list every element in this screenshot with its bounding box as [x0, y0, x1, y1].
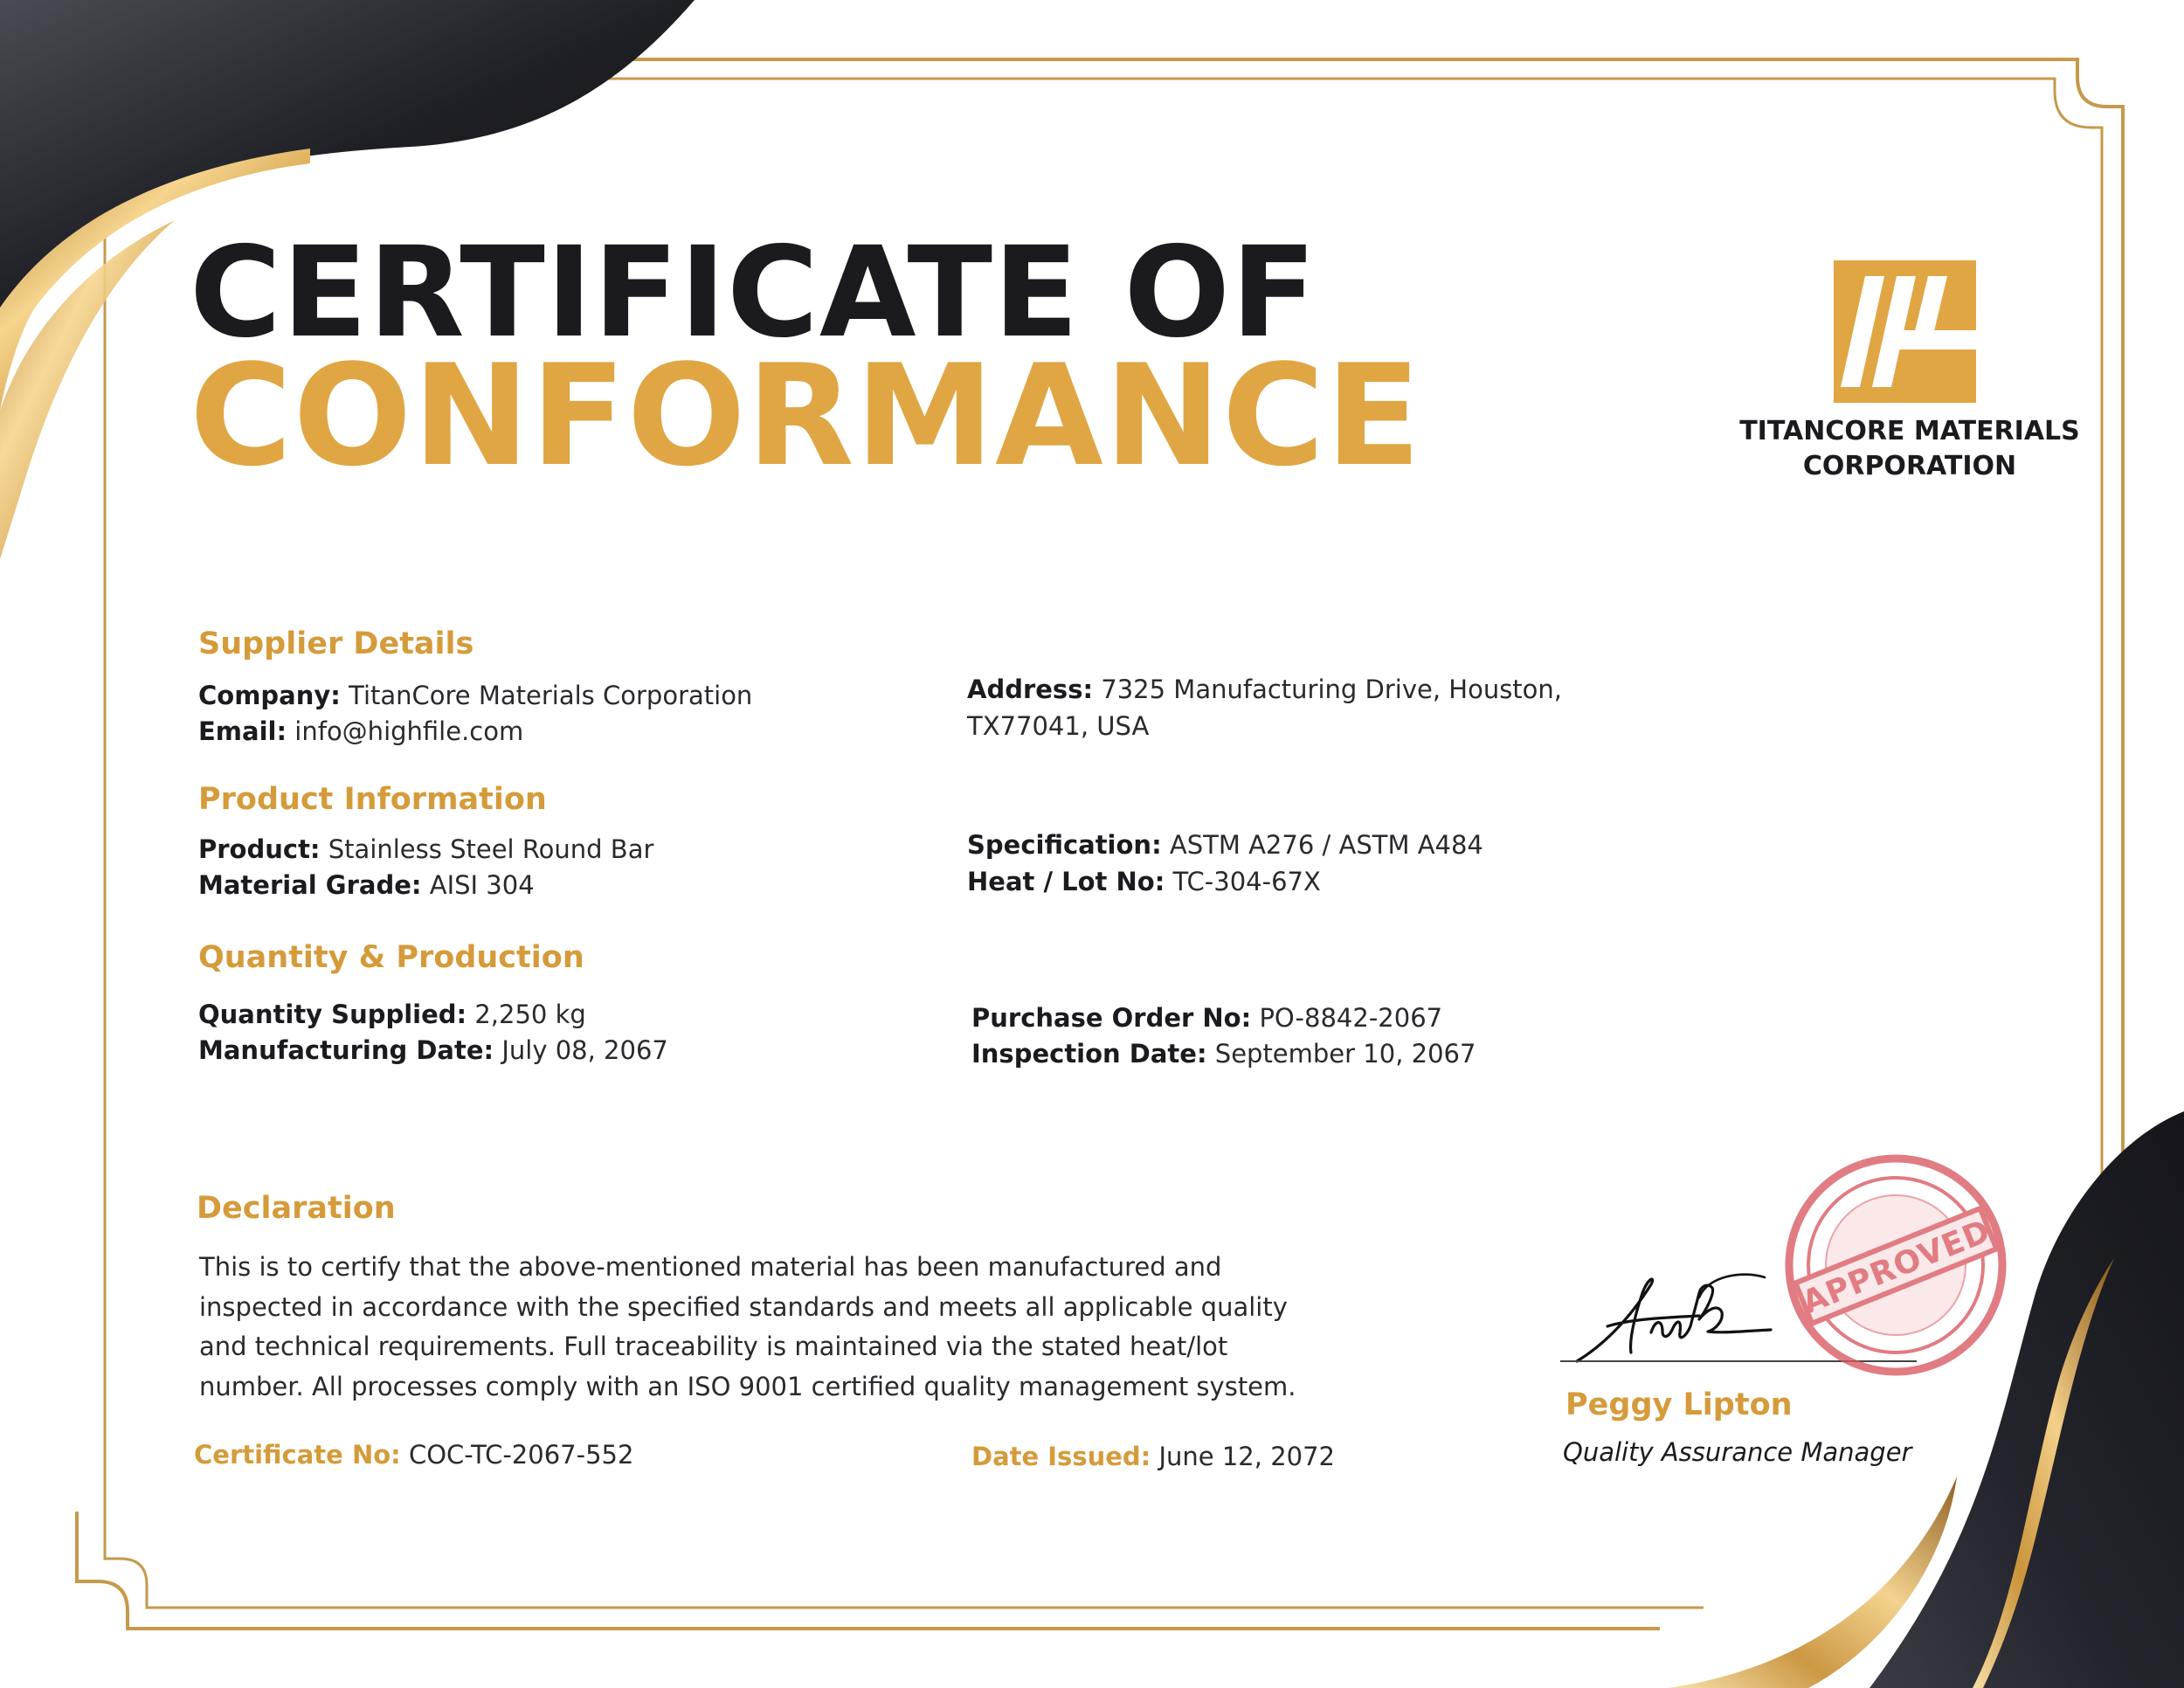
- email-value: info@highfile.com: [294, 716, 524, 746]
- signatory-name: Peggy Lipton: [1565, 1387, 1793, 1422]
- quantity-supplied-label: Quantity Supplied:: [198, 1000, 467, 1029]
- certificate-title-line1: CERTIFICATE OF: [190, 219, 1317, 365]
- heat-lot-value: TC-304-67X: [1172, 867, 1321, 896]
- manufacturing-date-value: July 08, 2067: [501, 1035, 668, 1065]
- address-label: Address:: [967, 675, 1094, 704]
- declaration-line: This is to certify that the above-mentioned material has been manufactured and: [199, 1252, 1222, 1282]
- stamp-text: APPROVED: [1797, 1213, 1996, 1322]
- quantity-supplied-value: 2,250 kg: [474, 1000, 586, 1029]
- manufacturing-date-field: [198, 1032, 668, 1069]
- quantity-supplied-field: [198, 996, 586, 1033]
- heat-lot-field: [967, 863, 1321, 900]
- inspection-date-value: September 10, 2067: [1214, 1039, 1476, 1069]
- company-logo-name: [1726, 414, 2093, 484]
- company-logo-name-line2: CORPORATION: [1802, 451, 2017, 481]
- company-label: Company:: [198, 681, 341, 710]
- specification-value: ASTM A276 / ASTM A484: [1169, 830, 1483, 860]
- declaration-line: number. All processes comply with an ISO 9001 certified quality management system.: [199, 1371, 1296, 1401]
- material-grade-value: AISI 304: [429, 870, 535, 900]
- heat-lot-label: Heat / Lot No:: [967, 867, 1165, 896]
- declaration-text: [199, 1248, 1317, 1407]
- product-label: Product:: [198, 834, 321, 864]
- date-issued-field: [971, 1438, 1335, 1475]
- manufacturing-date-label: Manufacturing Date:: [198, 1035, 494, 1065]
- declaration-heading: Declaration: [197, 1191, 396, 1226]
- purchase-order-label: Purchase Order No:: [971, 1003, 1252, 1033]
- address-line1: 7325 Manufacturing Drive, Houston,: [1101, 675, 1563, 704]
- address-line2: TX77041, USA: [967, 711, 1150, 741]
- certificate-number-value: COC-TC-2067-552: [408, 1440, 634, 1470]
- quantity-production-heading: Quantity & Production: [198, 940, 584, 975]
- certificate-number-field: [194, 1436, 633, 1473]
- supplier-address-field: [967, 671, 1562, 744]
- specification-label: Specification:: [967, 830, 1162, 860]
- supplier-company-field: [198, 677, 752, 714]
- signatory-title: Quality Assurance Manager: [1563, 1437, 1912, 1467]
- supplier-details-heading: Supplier Details: [198, 626, 474, 661]
- titancore-logo-icon: [1834, 260, 1976, 403]
- declaration-line: and technical requirements. Full traceability is maintained via the stated heat/lot: [199, 1332, 1228, 1361]
- date-issued-value: June 12, 2072: [1158, 1442, 1335, 1471]
- material-grade-field: [198, 867, 535, 903]
- purchase-order-value: PO-8842-2067: [1259, 1003, 1443, 1033]
- inspection-date-field: [971, 1035, 1476, 1072]
- outer-frame-left: [77, 1512, 1660, 1629]
- product-information-heading: Product Information: [198, 782, 547, 817]
- purchase-order-field: [971, 1000, 1442, 1036]
- certificate-number-label: Certificate No:: [194, 1440, 401, 1470]
- specification-field: [967, 827, 1483, 863]
- material-grade-label: Material Grade:: [198, 870, 422, 900]
- supplier-email-field: [198, 713, 523, 750]
- certificate-title-line2: CONFORMANCE: [190, 334, 1422, 497]
- date-issued-label: Date Issued:: [971, 1442, 1151, 1471]
- product-field: [198, 831, 653, 868]
- product-value: Stainless Steel Round Bar: [328, 834, 654, 864]
- email-label: Email:: [198, 716, 287, 746]
- company-logo-name-line1: TITANCORE MATERIALS: [1739, 416, 2080, 446]
- company-value: TitanCore Materials Corporation: [349, 681, 753, 710]
- declaration-line: inspected in accordance with the specified standards and meets all applicable quality: [199, 1291, 1288, 1322]
- handwritten-signature: [1568, 1258, 1778, 1372]
- inspection-date-label: Inspection Date:: [971, 1039, 1207, 1069]
- approved-stamp-icon: [1782, 1152, 2009, 1379]
